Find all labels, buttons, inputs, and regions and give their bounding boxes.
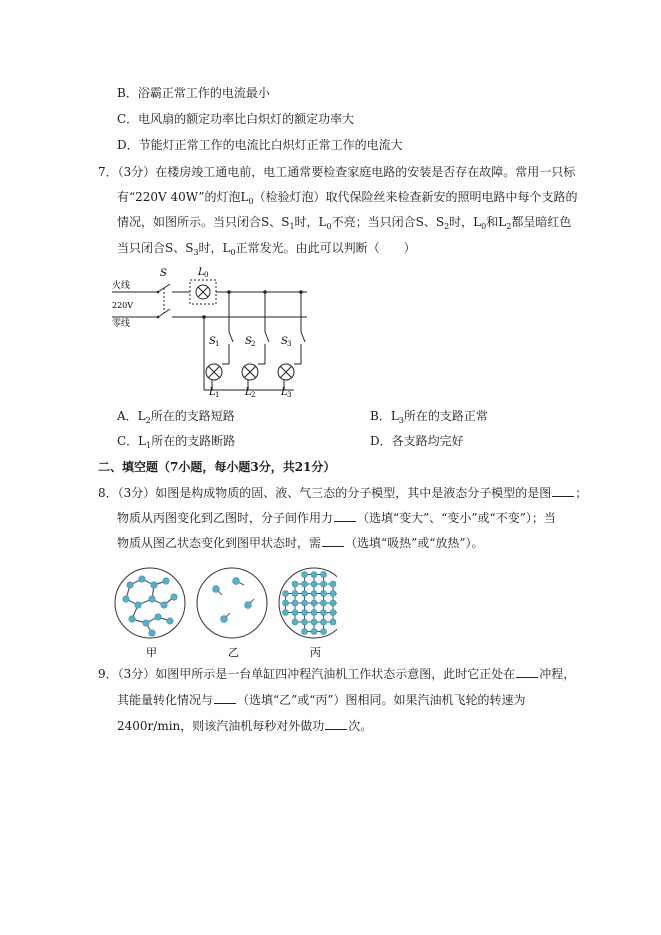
label-220v: 220V	[112, 301, 134, 310]
label-l3-sub: 3	[287, 391, 292, 399]
q7-option-text: 所在的支路正常	[403, 409, 488, 423]
lattice-molecule	[311, 572, 317, 578]
q8-stem-line1	[98, 485, 587, 501]
lattice-molecule	[321, 610, 327, 616]
q9-text: 9．（3分）如图甲所示是一台单缸四冲程汽油机工作状态示意图，此时它正处在	[98, 667, 516, 681]
answer-blank[interactable]	[322, 535, 344, 547]
label-s2: S	[245, 336, 252, 347]
label-l0: L	[198, 267, 205, 278]
lattice-molecule	[302, 610, 308, 616]
label-l1-sub: 1	[215, 391, 220, 399]
q9-stem-line3	[117, 718, 372, 734]
q7-stem-line2	[117, 189, 578, 207]
lattice-molecule	[302, 591, 308, 597]
q8-text: 物质从丙图变化到乙图时，分子间作用力	[117, 511, 334, 525]
label-s3: S	[281, 336, 288, 347]
q7-stem-line1: 7．（3分）在楼房竣工通电前，电工通常要检查家庭电路的安装是否存在故障。常用一只标	[98, 165, 576, 179]
label-l0-sub: 0	[204, 271, 209, 279]
lattice-molecule	[292, 581, 298, 587]
lattice-molecule	[330, 591, 336, 597]
q7-option-text: A．L	[117, 409, 146, 423]
lattice-molecule	[302, 581, 308, 587]
q6-option-c: C．电风扇的额定功率比白炽灯的额定功率大	[117, 112, 355, 126]
q7-sub: 0	[230, 248, 236, 257]
q8-text: （选填“吸热”或“放热”）。	[345, 536, 484, 550]
lattice-molecule	[292, 591, 298, 597]
lattice-molecule	[330, 600, 336, 606]
liquid-model	[123, 576, 177, 636]
q8-stem-line3	[117, 535, 484, 551]
answer-blank[interactable]	[552, 485, 574, 497]
q7-text: 情况，如图所示。当只闭合S、S	[117, 215, 290, 229]
lattice-molecule	[321, 572, 327, 578]
lattice-molecule	[302, 600, 308, 606]
q8-text: 物质从图乙状态变化到图甲状态时，需	[117, 536, 322, 550]
lattice-molecule	[311, 581, 317, 587]
q7-text: 和L	[486, 215, 507, 229]
q7-option-c	[117, 433, 235, 451]
lattice-molecule	[321, 629, 327, 635]
lattice-molecule	[311, 600, 317, 606]
answer-blank[interactable]	[325, 718, 347, 730]
lattice-molecule	[330, 581, 336, 587]
q9-text: 次。	[348, 719, 373, 733]
q7-stem-line4	[117, 240, 416, 258]
lattice-molecule	[321, 619, 327, 625]
q7-option-a	[117, 408, 235, 426]
caption-bing: 丙	[310, 646, 321, 659]
q7-text: 都呈暗红色	[511, 215, 572, 229]
q9-text: 其能量转化情况与	[117, 693, 214, 707]
q7-text: 正常发光。由此可以判断（ ）	[235, 241, 416, 255]
answer-blank[interactable]	[516, 666, 538, 678]
label-s3-sub: 3	[287, 340, 292, 348]
q7-option-sub: 3	[398, 416, 404, 425]
q9-text: 冲程，	[539, 667, 576, 681]
q7-sub: 2	[506, 222, 512, 231]
q8-text: （选填“变大”、“变小”或“不变”）；当	[357, 511, 556, 525]
answer-blank[interactable]	[214, 692, 236, 704]
q7-sub: 0	[481, 222, 487, 231]
molecule-models	[112, 565, 337, 660]
label-l2: L	[245, 387, 252, 398]
label-switch-s: S	[160, 268, 167, 279]
lattice-molecule	[302, 629, 308, 635]
lattice-molecule	[302, 572, 308, 578]
lattice-molecule	[283, 600, 289, 606]
lattice-molecule	[311, 591, 317, 597]
label-s1-sub: 1	[215, 340, 220, 348]
label-neutral-wire: 零线	[112, 319, 131, 329]
answer-blank[interactable]	[334, 510, 356, 522]
q7-sub: 3	[193, 248, 199, 257]
q7-sub: 1	[289, 222, 295, 231]
q7-stem-line3	[117, 214, 571, 232]
solid-model	[283, 572, 338, 635]
q8-stem-line2	[117, 510, 556, 526]
lattice-molecule	[292, 619, 298, 625]
q7-option-text: 所在的支路短路	[150, 409, 235, 423]
q8-text: ；	[575, 486, 588, 500]
lattice-molecule	[311, 629, 317, 635]
q7-option-text: C．L	[117, 434, 147, 448]
q7-text: 有“220V 40W”的灯泡L	[117, 190, 249, 204]
q6-option-b: B．浴霸正常工作的电流最小	[117, 86, 270, 100]
label-l2-sub: 2	[251, 391, 256, 399]
q7-option-d: D．各支路均完好	[370, 434, 464, 448]
caption-jia: 甲	[146, 646, 157, 659]
q9-stem-line1	[98, 666, 575, 682]
lattice-molecule	[311, 619, 317, 625]
q7-text: 时，L	[449, 215, 482, 229]
section-heading: 二、填空题（7小题，每小题3分，共21分）	[98, 460, 336, 474]
label-l3: L	[281, 387, 288, 398]
gas-model	[213, 578, 254, 623]
q7-option-b	[370, 408, 488, 426]
lattice-molecule	[302, 619, 308, 625]
q7-sub: 0	[326, 222, 332, 231]
q7-text: 时，L	[294, 215, 327, 229]
q7-text: （检验灯泡）取代保险丝来检查新安的照明电路中每个支路的	[253, 190, 578, 204]
lattice-molecule	[330, 619, 336, 625]
q7-option-sub: 2	[145, 416, 151, 425]
q7-text: 时，L	[198, 241, 231, 255]
lattice-molecule	[321, 591, 327, 597]
lattice-molecule	[321, 581, 327, 587]
caption-yi: 乙	[228, 646, 239, 659]
q7-text: 当只闭合S、S	[117, 241, 194, 255]
q7-sub: 0	[248, 197, 254, 206]
q7-sub: 2	[444, 222, 450, 231]
q7-option-text: 所在的支路断路	[151, 434, 236, 448]
q9-text: （选填“乙”或“丙”）图相同。如果汽油机飞轮的转速为	[237, 693, 526, 707]
circuit-diagram	[112, 262, 327, 400]
lattice-molecule	[283, 610, 289, 616]
lattice-molecule	[321, 600, 327, 606]
lattice-molecule	[292, 600, 298, 606]
q7-text: 不亮；当只闭合S、S	[331, 215, 445, 229]
lattice-molecule	[330, 610, 336, 616]
label-s2-sub: 2	[251, 340, 256, 348]
label-s1: S	[209, 336, 216, 347]
lattice-molecule	[292, 610, 298, 616]
q9-text: 2400r/min，则该汽油机每秒对外做功	[117, 719, 325, 733]
label-l1: L	[209, 387, 216, 398]
q8-text: 8．（3分）如图是构成物质的固、液、气三态的分子模型，其中是液态分子模型的是图	[98, 486, 552, 500]
q7-option-text: B．L	[370, 409, 399, 423]
lattice-molecule	[283, 591, 289, 597]
label-live-wire: 火线	[112, 281, 131, 291]
q7-option-sub: 1	[146, 441, 152, 450]
lattice-molecule	[311, 610, 317, 616]
q6-option-d: D．节能灯正常工作的电流比白炽灯正常工作的电流大	[117, 138, 403, 152]
q9-stem-line2	[117, 692, 526, 708]
